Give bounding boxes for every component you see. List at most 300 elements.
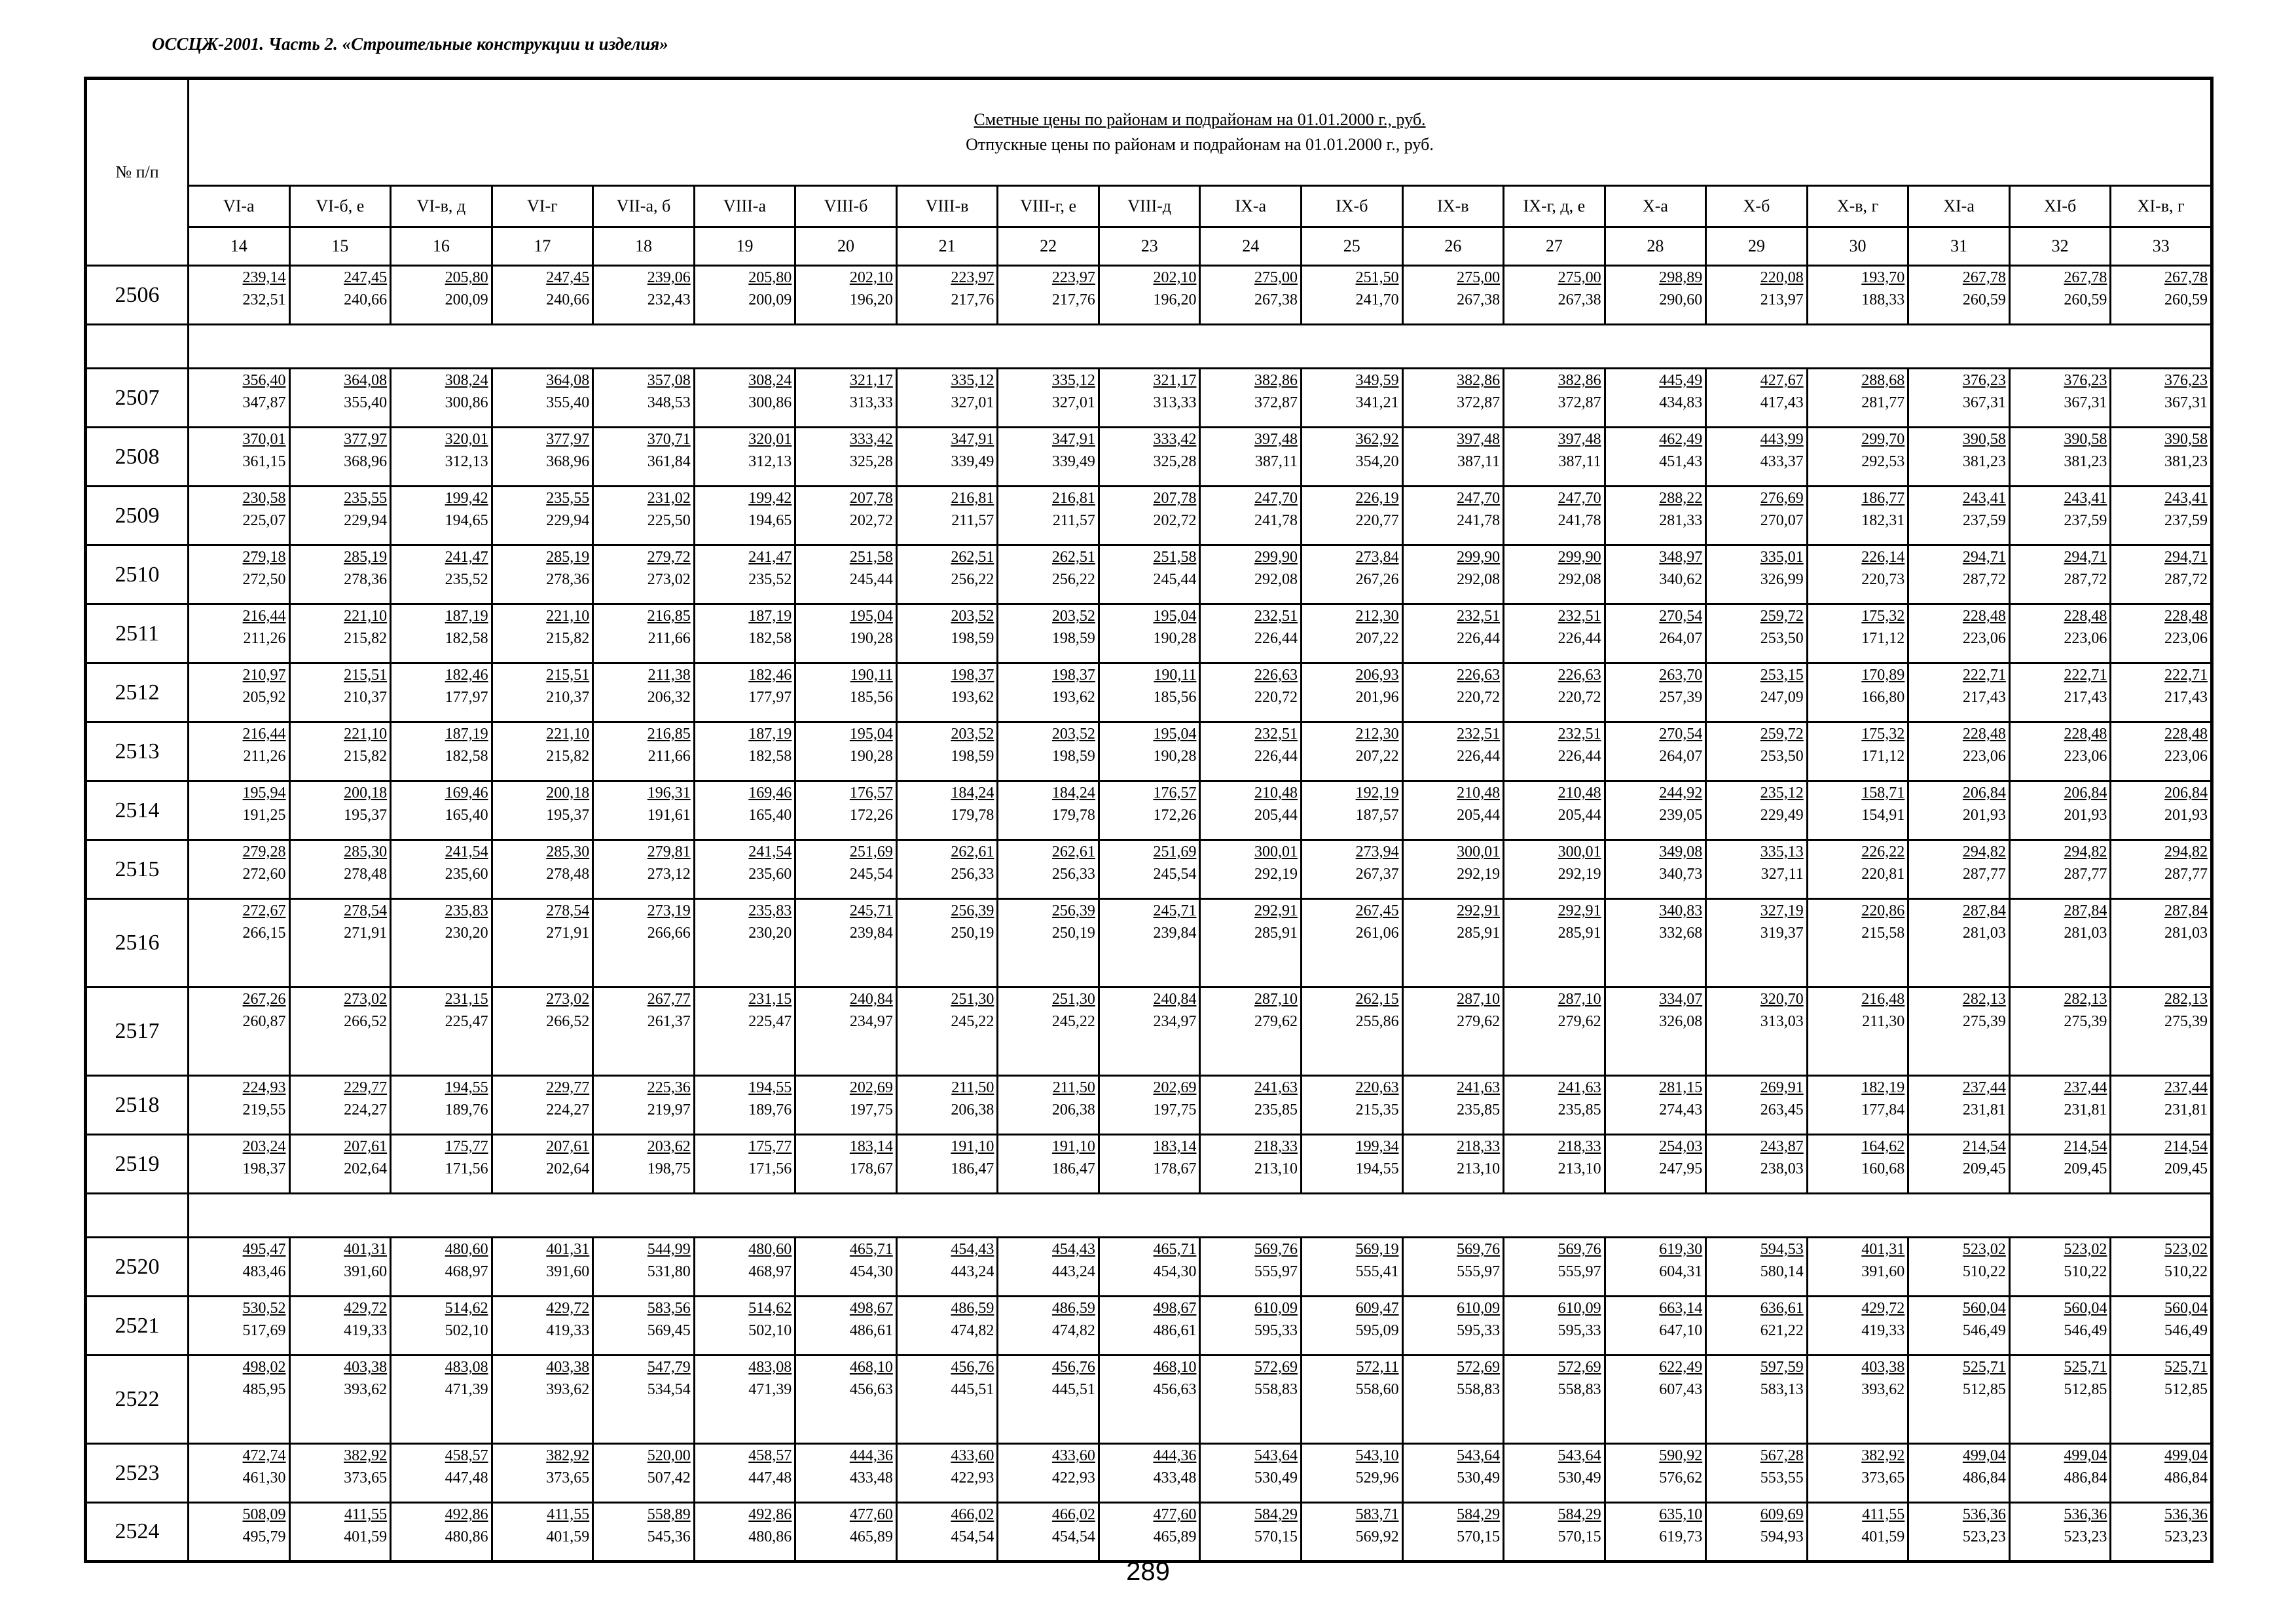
price-cell (896, 987, 998, 1076)
release-price: 237,59 (2164, 512, 2208, 529)
price-cell (492, 840, 593, 899)
price-cell (1402, 1297, 1504, 1356)
price-cell (1908, 663, 2010, 722)
release-price: 292,08 (1457, 571, 1501, 588)
release-price: 570,15 (1457, 1528, 1501, 1545)
release-price: 234,97 (1153, 1013, 1197, 1030)
table-row (86, 722, 2212, 781)
estimate-price: 292,91 (1254, 902, 1298, 919)
estimate-price: 164,62 (1861, 1138, 1905, 1155)
price-cell (492, 487, 593, 545)
price-cell (1504, 266, 1605, 325)
estimate-price: 349,08 (1659, 843, 1703, 860)
release-price: 281,77 (1861, 394, 1905, 411)
price-cell (795, 266, 897, 325)
estimate-price: 357,08 (647, 372, 691, 389)
estimate-price: 198,37 (951, 667, 994, 684)
price-cell (1807, 1238, 1908, 1297)
price-cell (593, 1444, 695, 1503)
estimate-price: 483,08 (748, 1359, 792, 1376)
price-cell (1605, 1503, 1706, 1562)
release-price: 502,10 (748, 1322, 792, 1339)
release-price: 215,82 (344, 630, 388, 647)
price-cell (391, 1238, 492, 1297)
estimate-price: 203,24 (242, 1138, 286, 1155)
price-cell (1302, 1238, 1403, 1297)
price-cell (492, 987, 593, 1076)
price-cell (694, 987, 795, 1076)
estimate-price: 609,69 (1760, 1506, 1804, 1523)
price-cell (289, 840, 391, 899)
release-price: 260,59 (1962, 291, 2006, 308)
price-cell (1200, 545, 1302, 604)
estimate-price: 477,60 (1153, 1506, 1197, 1523)
price-cell (1200, 781, 1302, 840)
release-price: 187,57 (1355, 807, 1399, 824)
price-cell (391, 722, 492, 781)
estimate-price: 299,90 (1254, 549, 1298, 566)
release-price: 546,49 (2064, 1322, 2107, 1339)
estimate-price: 382,92 (344, 1447, 388, 1464)
release-price: 234,97 (849, 1013, 893, 1030)
release-price: 454,30 (849, 1263, 893, 1280)
row-number: 2524 (86, 1503, 189, 1562)
price-cell (694, 663, 795, 722)
release-price: 194,55 (1355, 1160, 1399, 1177)
price-cell (896, 545, 998, 604)
price-cell (189, 604, 290, 663)
estimate-price: 279,28 (242, 843, 286, 860)
empty-cell (86, 325, 189, 369)
release-price: 287,77 (1962, 866, 2006, 883)
price-cell (189, 1135, 290, 1194)
price-cell (1605, 663, 1706, 722)
estimate-price: 256,39 (1051, 902, 1095, 919)
price-cell (492, 1076, 593, 1135)
price-cell (391, 987, 492, 1076)
price-cell (998, 266, 1099, 325)
release-price: 186,47 (951, 1160, 994, 1177)
release-price: 580,14 (1760, 1263, 1804, 1280)
price-cell (593, 1076, 695, 1135)
estimate-price: 282,13 (1962, 991, 2006, 1008)
column-number: 32 (2009, 227, 2111, 266)
price-cell (1605, 1297, 1706, 1356)
estimate-price: 239,06 (647, 269, 691, 286)
release-price: 285,91 (1558, 925, 1601, 942)
release-price: 502,10 (445, 1322, 488, 1339)
estimate-price: 263,70 (1659, 667, 1703, 684)
estimate-price: 543,64 (1254, 1447, 1298, 1464)
price-cell (1200, 266, 1302, 325)
price-cell (795, 1076, 897, 1135)
price-cell (1706, 1076, 1808, 1135)
empty-cell (189, 325, 2212, 369)
release-price: 205,44 (1254, 807, 1298, 824)
release-price: 555,97 (1558, 1263, 1601, 1280)
price-cell (289, 1135, 391, 1194)
estimate-price: 184,24 (1051, 784, 1095, 802)
price-cell (1302, 840, 1403, 899)
price-cell (998, 1238, 1099, 1297)
estimate-price: 273,02 (546, 991, 590, 1008)
table-row (86, 1238, 2212, 1297)
release-price: 292,08 (1558, 571, 1601, 588)
release-price: 165,40 (445, 807, 488, 824)
estimate-price: 195,04 (1153, 726, 1197, 743)
release-price: 166,80 (1861, 689, 1905, 706)
release-price: 507,42 (647, 1469, 691, 1486)
release-price: 275,39 (1962, 1013, 2006, 1030)
release-price: 201,93 (2064, 807, 2107, 824)
price-cell (795, 840, 897, 899)
release-price: 387,11 (1254, 453, 1298, 470)
release-price: 264,07 (1659, 748, 1703, 765)
price-cell (896, 781, 998, 840)
estimate-price: 228,48 (2064, 608, 2107, 625)
price-cell (2009, 266, 2111, 325)
estimate-price: 403,38 (344, 1359, 388, 1376)
release-price: 367,31 (2064, 394, 2107, 411)
release-price: 256,33 (951, 866, 994, 883)
price-cell (896, 840, 998, 899)
release-price: 393,62 (546, 1381, 590, 1398)
estimate-price: 444,36 (1153, 1447, 1197, 1464)
release-price: 275,39 (2164, 1013, 2208, 1030)
estimate-price: 184,24 (951, 784, 994, 802)
release-price: 235,85 (1558, 1101, 1601, 1118)
region-header: VI-б, е (289, 186, 391, 227)
release-price: 198,59 (951, 748, 994, 765)
estimate-price: 212,30 (1355, 726, 1399, 743)
price-cell (1402, 781, 1504, 840)
estimate-price: 214,54 (2164, 1138, 2208, 1155)
estimate-price: 294,82 (2164, 843, 2208, 860)
release-price: 220,81 (1861, 866, 1905, 883)
price-cell (795, 604, 897, 663)
release-price: 486,84 (2164, 1469, 2208, 1486)
release-price: 223,06 (2164, 748, 2208, 765)
release-price: 196,20 (849, 291, 893, 308)
price-cell (2009, 428, 2111, 487)
price-cell (1605, 1238, 1706, 1297)
estimate-price: 597,59 (1760, 1359, 1804, 1376)
price-cell (1807, 722, 1908, 781)
estimate-price: 211,50 (951, 1079, 994, 1096)
release-price: 372,87 (1457, 394, 1501, 411)
price-cell (289, 604, 391, 663)
estimate-price: 294,82 (2064, 843, 2107, 860)
estimate-price: 273,19 (647, 902, 691, 919)
estimate-price: 543,64 (1457, 1447, 1501, 1464)
release-price: 207,22 (1355, 630, 1399, 647)
price-cell (391, 487, 492, 545)
price-cell (1302, 604, 1403, 663)
release-price: 319,37 (1760, 925, 1804, 942)
region-header-row (86, 186, 2212, 227)
estimate-price: 191,10 (951, 1138, 994, 1155)
table-row (86, 781, 2212, 840)
estimate-price: 465,71 (849, 1241, 893, 1258)
release-price: 195,37 (344, 807, 388, 824)
release-price: 558,83 (1558, 1381, 1601, 1398)
release-price: 267,38 (1254, 291, 1298, 308)
estimate-price: 240,84 (849, 991, 893, 1008)
empty-cell (86, 1194, 189, 1238)
release-price: 454,30 (1153, 1263, 1197, 1280)
estimate-price: 285,19 (546, 549, 590, 566)
estimate-price: 397,48 (1558, 431, 1601, 448)
price-cell (1807, 604, 1908, 663)
estimate-price: 298,89 (1659, 269, 1703, 286)
estimate-price: 335,12 (1051, 372, 1095, 389)
price-cell (492, 1503, 593, 1562)
release-price: 341,21 (1355, 394, 1399, 411)
price-cell (289, 1238, 391, 1297)
release-price: 281,03 (2164, 925, 2208, 942)
row-number: 2510 (86, 545, 189, 604)
price-cell (1807, 1076, 1908, 1135)
estimate-price: 170,89 (1861, 667, 1905, 684)
price-cell (896, 1444, 998, 1503)
estimate-price: 226,63 (1457, 667, 1501, 684)
estimate-price: 241,63 (1558, 1079, 1601, 1096)
release-price: 211,26 (243, 630, 286, 647)
estimate-price: 215,51 (546, 667, 590, 684)
region-header: VII-а, б (593, 186, 695, 227)
table-row (86, 987, 2212, 1076)
price-cell (1402, 1238, 1504, 1297)
estimate-price: 558,89 (647, 1506, 691, 1523)
release-price: 194,65 (748, 512, 792, 529)
release-price: 207,22 (1355, 748, 1399, 765)
price-cell (1807, 1356, 1908, 1444)
estimate-price: 195,04 (849, 608, 893, 625)
estimate-price: 300,01 (1457, 843, 1501, 860)
estimate-price: 294,82 (1962, 843, 2006, 860)
estimate-price: 429,72 (1861, 1300, 1905, 1317)
release-price: 555,97 (1254, 1263, 1298, 1280)
price-cell (593, 840, 695, 899)
estimate-price: 492,86 (748, 1506, 792, 1523)
price-cell (1200, 1444, 1302, 1503)
price-cell (1807, 487, 1908, 545)
release-price: 546,49 (2164, 1322, 2208, 1339)
release-price: 278,48 (344, 866, 388, 883)
estimate-price: 226,63 (1254, 667, 1298, 684)
release-price: 285,91 (1254, 925, 1298, 942)
estimate-price: 287,84 (1962, 902, 2006, 919)
price-cell (1706, 545, 1808, 604)
price-cell (1302, 1503, 1403, 1562)
price-cell (694, 1135, 795, 1194)
price-cell (391, 1135, 492, 1194)
release-price: 391,60 (1861, 1263, 1905, 1280)
estimate-price: 169,46 (748, 784, 792, 802)
price-cell (492, 604, 593, 663)
region-header: X-в, г (1807, 186, 1908, 227)
release-price: 217,43 (2064, 689, 2107, 706)
release-price: 272,60 (242, 866, 286, 883)
estimate-price: 270,54 (1659, 608, 1703, 625)
estimate-price: 572,69 (1457, 1359, 1501, 1376)
price-cell (998, 663, 1099, 722)
estimate-price: 245,71 (1153, 902, 1197, 919)
release-price: 480,86 (748, 1528, 792, 1545)
estimate-price: 569,76 (1457, 1241, 1501, 1258)
release-price: 391,60 (546, 1263, 590, 1280)
region-header: VI-г (492, 186, 593, 227)
price-cell (795, 663, 897, 722)
estimate-price: 300,01 (1254, 843, 1298, 860)
release-price: 267,38 (1558, 291, 1601, 308)
row-number: 2522 (86, 1356, 189, 1444)
estimate-price: 262,51 (1051, 549, 1095, 566)
estimate-price: 218,33 (1254, 1138, 1298, 1155)
release-price: 225,50 (647, 512, 691, 529)
estimate-price: 251,69 (849, 843, 893, 860)
estimate-price: 536,36 (1962, 1506, 2006, 1523)
estimate-price: 218,33 (1457, 1138, 1501, 1155)
estimate-price: 216,85 (647, 608, 691, 625)
estimate-price: 229,77 (546, 1079, 590, 1096)
price-cell (189, 663, 290, 722)
estimate-price: 382,92 (546, 1447, 590, 1464)
release-price: 179,78 (1051, 807, 1095, 824)
price-cell (896, 1238, 998, 1297)
release-price: 209,45 (2164, 1160, 2208, 1177)
price-cell (1302, 899, 1403, 987)
release-price: 445,51 (1051, 1381, 1095, 1398)
release-price: 465,89 (849, 1528, 893, 1545)
price-cell (896, 428, 998, 487)
release-price: 266,66 (647, 925, 691, 942)
estimate-price: 207,61 (546, 1138, 590, 1155)
price-cell (1605, 545, 1706, 604)
release-price: 434,83 (1659, 394, 1703, 411)
release-price: 595,09 (1355, 1322, 1399, 1339)
column-number: 31 (1908, 227, 2010, 266)
row-number: 2512 (86, 663, 189, 722)
price-cell (1605, 1356, 1706, 1444)
price-cell (1908, 1135, 2010, 1194)
estimate-price: 223,97 (1051, 269, 1095, 286)
region-header: VIII-в (896, 186, 998, 227)
price-cell (896, 1297, 998, 1356)
release-price: 422,93 (1051, 1469, 1095, 1486)
release-price: 312,13 (748, 453, 792, 470)
estimate-price: 199,42 (445, 490, 488, 507)
estimate-price: 498,67 (1153, 1300, 1197, 1317)
release-price: 182,31 (1861, 512, 1905, 529)
price-cell (1200, 1356, 1302, 1444)
estimate-price: 397,48 (1457, 431, 1501, 448)
release-price: 198,37 (242, 1160, 286, 1177)
price-cell (795, 1238, 897, 1297)
release-price: 213,10 (1558, 1160, 1601, 1177)
row-number: 2511 (86, 604, 189, 663)
estimate-price: 222,71 (2164, 667, 2208, 684)
release-price: 510,22 (2164, 1263, 2208, 1280)
release-price: 454,54 (951, 1528, 994, 1545)
release-price: 182,58 (748, 630, 792, 647)
estimate-price: 287,84 (2064, 902, 2107, 919)
estimate-price: 186,77 (1861, 490, 1905, 507)
column-number: 18 (593, 227, 695, 266)
price-cell (1200, 722, 1302, 781)
release-price: 178,67 (1153, 1160, 1197, 1177)
price-cell (189, 722, 290, 781)
release-price: 189,76 (748, 1101, 792, 1118)
release-price: 185,56 (1153, 689, 1197, 706)
estimate-price: 483,08 (445, 1359, 488, 1376)
row-number: 2507 (86, 369, 189, 428)
price-cell (289, 987, 391, 1076)
column-number: 14 (189, 227, 290, 266)
release-price: 468,97 (445, 1263, 488, 1280)
estimate-price: 220,08 (1760, 269, 1804, 286)
release-price: 512,85 (2064, 1381, 2107, 1398)
price-cell (896, 1076, 998, 1135)
release-price: 211,30 (1862, 1013, 1905, 1030)
estimate-price: 347,91 (951, 431, 994, 448)
row-number: 2516 (86, 899, 189, 987)
estimate-price: 456,76 (1051, 1359, 1095, 1376)
price-cell (1605, 899, 1706, 987)
price-cell (2009, 604, 2111, 663)
price-cell (1099, 781, 1200, 840)
release-price: 278,36 (546, 571, 590, 588)
estimate-price: 321,17 (849, 372, 893, 389)
estimate-price: 225,36 (647, 1079, 691, 1096)
release-price: 339,49 (951, 453, 994, 470)
price-cell (896, 369, 998, 428)
estimate-price: 200,18 (546, 784, 590, 802)
price-cell (2111, 1135, 2212, 1194)
row-number: 2509 (86, 487, 189, 545)
price-cell (1200, 840, 1302, 899)
release-price: 558,83 (1457, 1381, 1501, 1398)
release-price: 241,70 (1355, 291, 1399, 308)
table-row (86, 1135, 2212, 1194)
release-price: 260,87 (242, 1013, 286, 1030)
row-number: 2521 (86, 1297, 189, 1356)
price-cell (2009, 1297, 2111, 1356)
release-price: 401,59 (344, 1528, 388, 1545)
release-price: 313,33 (1153, 394, 1197, 411)
price-cell (391, 1503, 492, 1562)
estimate-price: 498,67 (849, 1300, 893, 1317)
release-price: 223,06 (1962, 630, 2006, 647)
release-price: 200,09 (445, 291, 488, 308)
release-price: 224,27 (344, 1101, 388, 1118)
release-price: 570,15 (1558, 1528, 1601, 1545)
release-price: 419,33 (1861, 1322, 1905, 1339)
estimate-price: 610,09 (1254, 1300, 1298, 1317)
estimate-price: 221,10 (546, 608, 590, 625)
estimate-price: 525,71 (2064, 1359, 2107, 1376)
release-price: 197,75 (1153, 1101, 1197, 1118)
estimate-price: 237,44 (1962, 1079, 2006, 1096)
release-price: 267,38 (1457, 291, 1501, 308)
price-cell (593, 1238, 695, 1297)
price-cell (1099, 1135, 1200, 1194)
estimate-price: 222,71 (1962, 667, 2006, 684)
price-cell (492, 428, 593, 487)
release-price: 510,22 (1962, 1263, 2006, 1280)
release-price: 569,92 (1355, 1528, 1399, 1545)
release-price: 271,91 (344, 925, 388, 942)
